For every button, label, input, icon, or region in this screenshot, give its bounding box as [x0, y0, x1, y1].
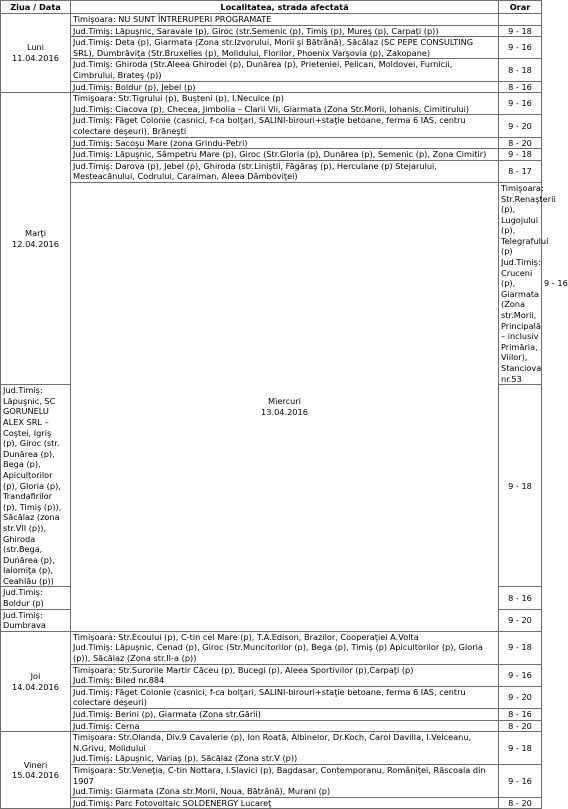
hours-cell: 8 - 17 [499, 160, 542, 182]
table-row [1, 37, 542, 59]
table-row [1, 686, 542, 708]
location-text: Timişoara: Str.Olanda, Div.9 Cavalerie (p), Ion Roată, Albinelor, Dr.Koch, Carol Davilla, I.Velceanu, N.Grivu, Molidului [73, 732, 472, 753]
hours-cell: 9 - 20 [499, 609, 542, 631]
hours-cell: 9 - 18 [499, 631, 542, 664]
hours-cell [499, 14, 542, 26]
hours-cell: 9 - 18 [499, 385, 542, 587]
location-cell: Jud.Timiş: Berini (p), Giarmata (Zona str.Gării) [71, 709, 499, 721]
table-row [1, 93, 542, 115]
location-text: Timişoara: Str.Veneţia, C-tin Nottara, I.Slavici (p), Bagdasar, Contemporanu, Româniţei, Răscoala din 1907 [73, 764, 486, 786]
location-text: Jud.Timiş: Lăpuşnic, Cenad (p), Giroc (Str.Muncitorilor (p), Bega (p), Timiş (p) Apicultorilor (p), Gloria (p)), Săcălaz (Zona str.II-a (p)) [73, 642, 483, 664]
header-day-date: Ziua / Data [1, 1, 71, 14]
hours-cell: 8 - 16 [499, 709, 542, 721]
table-row [1, 664, 542, 686]
hours-cell: 9 - 20 [499, 686, 542, 708]
location-cell: Jud.Timiş: Boldur (p) [1, 587, 71, 609]
location-cell: Jud.Timiş: Ghiroda (Str.Aleea Ghirodei (p), Dunărea (p), Prieteniei, Pelican, Moldovei, Furnicii, Cimbrului, Brateş (p)) [71, 59, 499, 81]
location-text: Jud.Timiş: Lăpuşnic, Variaş (p), Săcălaz (Zona str.V (p)) [73, 753, 298, 764]
table-row [1, 59, 542, 81]
table-row [1, 631, 542, 664]
hours-cell: 8 - 16 [499, 81, 542, 93]
location-cell [71, 764, 499, 797]
location-cell: Jud.Timiş: Dumbrava [1, 609, 71, 631]
location-text: Jud.Timiş: Cruceni (p), Giarmata (Zona str.Morii, Principală – inclusiv Primăria, Viilor), Stanciova nr.53 [501, 257, 542, 384]
location-cell: Jud.Timiş: Darova (p), Jebel (p), Ghiroda (str.Liniştii, Făgăraş (p), Herculane (p) Stejarului, Mesteacănului, Codrului, Caraiman, Aleea Dâmboviţei) [71, 160, 499, 182]
location-cell: Jud.Timiş: Deta (p), Giarmata (Zona str.Izvorului, Morii şi Bătrână), Săcălaz (SC PEPE CONSULTING SRL), Dumbrăviţa (Str.Bruxelles (p), Molidului, Florilor, Phoenix Varşovia (p), Zakopane) [71, 37, 499, 59]
table-row [1, 709, 542, 721]
hours-cell: 9 - 20 [499, 115, 542, 137]
location-cell: Jud.Timiş: Lăpuşnic, SC GORUNELU ALEX SRL – Coştei, Igriş (p), Giroc (str. Dunărea (p), Bega (p), Apicultorilor (p), Gloria (p), Trandafirilor (p), Timiş (p)), Săcălaz (zona str.VII (p)), Ghiroda (str.Bega, Dunărea (p), Ialomiţa (p), Ceahlău (p)) [1, 385, 71, 587]
location-cell: Jud.Timiş: Parc Fotovoltaic SOLDENERGY Lucareţ [71, 797, 499, 809]
day-name: Marţi [25, 228, 46, 239]
header-row [1, 1, 542, 14]
hours-cell: 8 - 18 [499, 59, 542, 81]
table-row [1, 115, 542, 137]
day-cell [71, 182, 499, 631]
header-location: Localitatea, strada afectată [71, 1, 499, 14]
table-row [1, 137, 542, 149]
table-row [1, 14, 542, 26]
table-row [1, 25, 542, 37]
table-row [1, 149, 542, 161]
day-name: Joi [30, 670, 41, 681]
table-row: Miercuri 13.04.2016 Timişoara: Str.Renaşterii (p), Lugojului (p), Telegrafului (p) Jud.Timiş: Cruceni (p), Giarmata (Zona str.Morii, Principală – inclusiv Primăria, Viilor), Stanciova nr.53 9 - 16 [1, 182, 542, 384]
day-name: Vineri [23, 759, 48, 770]
day-date: 13.04.2016 [261, 406, 308, 417]
hours-cell: 9 - 16 [499, 93, 542, 115]
hours-cell: 9 - 18 [499, 149, 542, 161]
location-cell: Jud.Timiş: Făget Colonie (casnici, f-ca bolţari, SALINI-birouri+staţie betoane, ferma 6 IAS, centru colectare deşeuri) [71, 686, 499, 708]
table-row [1, 81, 542, 93]
location-text: Jud.Timiş: Ciacova (p), Checea, Jimbolia – Clarii Vii, Giarmata (Zona Str.Morii, Iohanis, Cimitirului) [73, 103, 470, 114]
hours-cell: 9 - 16 [499, 664, 542, 686]
day-date: 12.04.2016 [12, 238, 59, 249]
day-date: 15.04.2016 [12, 770, 59, 781]
hours-cell: 8 - 20 [499, 720, 542, 732]
hours-cell: 8 - 16 [499, 587, 542, 609]
day-name: Luni [26, 42, 45, 53]
location-text: Timişoara: Str.Ecoului (p), C-tin cel Mare (p), T.A.Edison, Brazilor, Cooperaţiei A.Volta [73, 631, 419, 642]
location-text: Jud.Timiş: Biled nr.884 [73, 675, 165, 686]
header-hours: Orar [499, 1, 542, 14]
hours-cell: 8 - 20 [499, 137, 542, 149]
location-cell [71, 631, 499, 664]
day-cell [1, 93, 71, 385]
location-cell [499, 182, 556, 384]
location-cell [71, 93, 499, 115]
location-cell: Jud.Timiş: Lăpuşnic, Saravale (p), Giroc (str.Semenic (p), Timiş (p), Mureş (p), Carpaţi (p)) [71, 25, 499, 37]
hours-cell: 9 - 18 [499, 732, 542, 765]
location-cell: Timişoara: NU SUNT ÎNTRERUPERI PROGRAMATE [71, 14, 499, 26]
day-cell [1, 732, 71, 809]
location-cell: Jud.Timiş: Făget Colonie (casnici, f-ca bolţari, SALINI-birouri+staţie betoane, ferma 6 IAS, centru colectare deşeuri), Brăneşti [71, 115, 499, 137]
location-cell [71, 664, 499, 686]
location-cell: Jud.Timiş: Sacoşu Mare (zona Grindu-Petri) [71, 137, 499, 149]
location-cell [71, 732, 499, 765]
day-date: 11.04.2016 [12, 53, 59, 64]
table-row [1, 732, 542, 765]
hours-cell: 9 - 18 [499, 25, 542, 37]
table-row [1, 764, 542, 797]
location-text: Timişoara: Str.Tigrului (p), Buşteni (p), I.Neculce (p) [73, 93, 284, 104]
day-name: Miercuri [268, 396, 301, 407]
location-text: Timişoara: Str.Renaşterii (p), Lugojului (p), Telegrafului (p) [501, 182, 556, 257]
table-row [1, 797, 542, 809]
location-text: Jud.Timiş: Giarmata (Zona str.Morii, Noua, Bătrână), Murani (p) [73, 786, 331, 797]
hours-cell: 9 - 16 [499, 764, 542, 797]
location-cell: Jud.Timiş: Cerna [71, 720, 499, 732]
location-cell: Jud.Timiş: Boldur (p), Jebel (p) [71, 81, 499, 93]
location-text: Timişoara: Str.Surorile Martir Căceu (p), Bucegi (p), Aleea Sportivilor (p),Carpaţi (p) [73, 664, 414, 675]
hours-cell: 9 - 16 [499, 37, 542, 59]
day-cell [1, 14, 71, 93]
hours-cell: 8 - 20 [499, 797, 542, 809]
day-date: 14.04.2016 [12, 681, 59, 692]
table-row [1, 720, 542, 732]
location-cell: Jud.Timiş: Lăpuşnic, Sâmpetru Mare (p), Giroc (Str.Gloria (p), Dunărea (p), Semenic (p), Zona Cimitir) [71, 149, 499, 161]
day-cell [1, 631, 71, 731]
table-row [1, 160, 542, 182]
